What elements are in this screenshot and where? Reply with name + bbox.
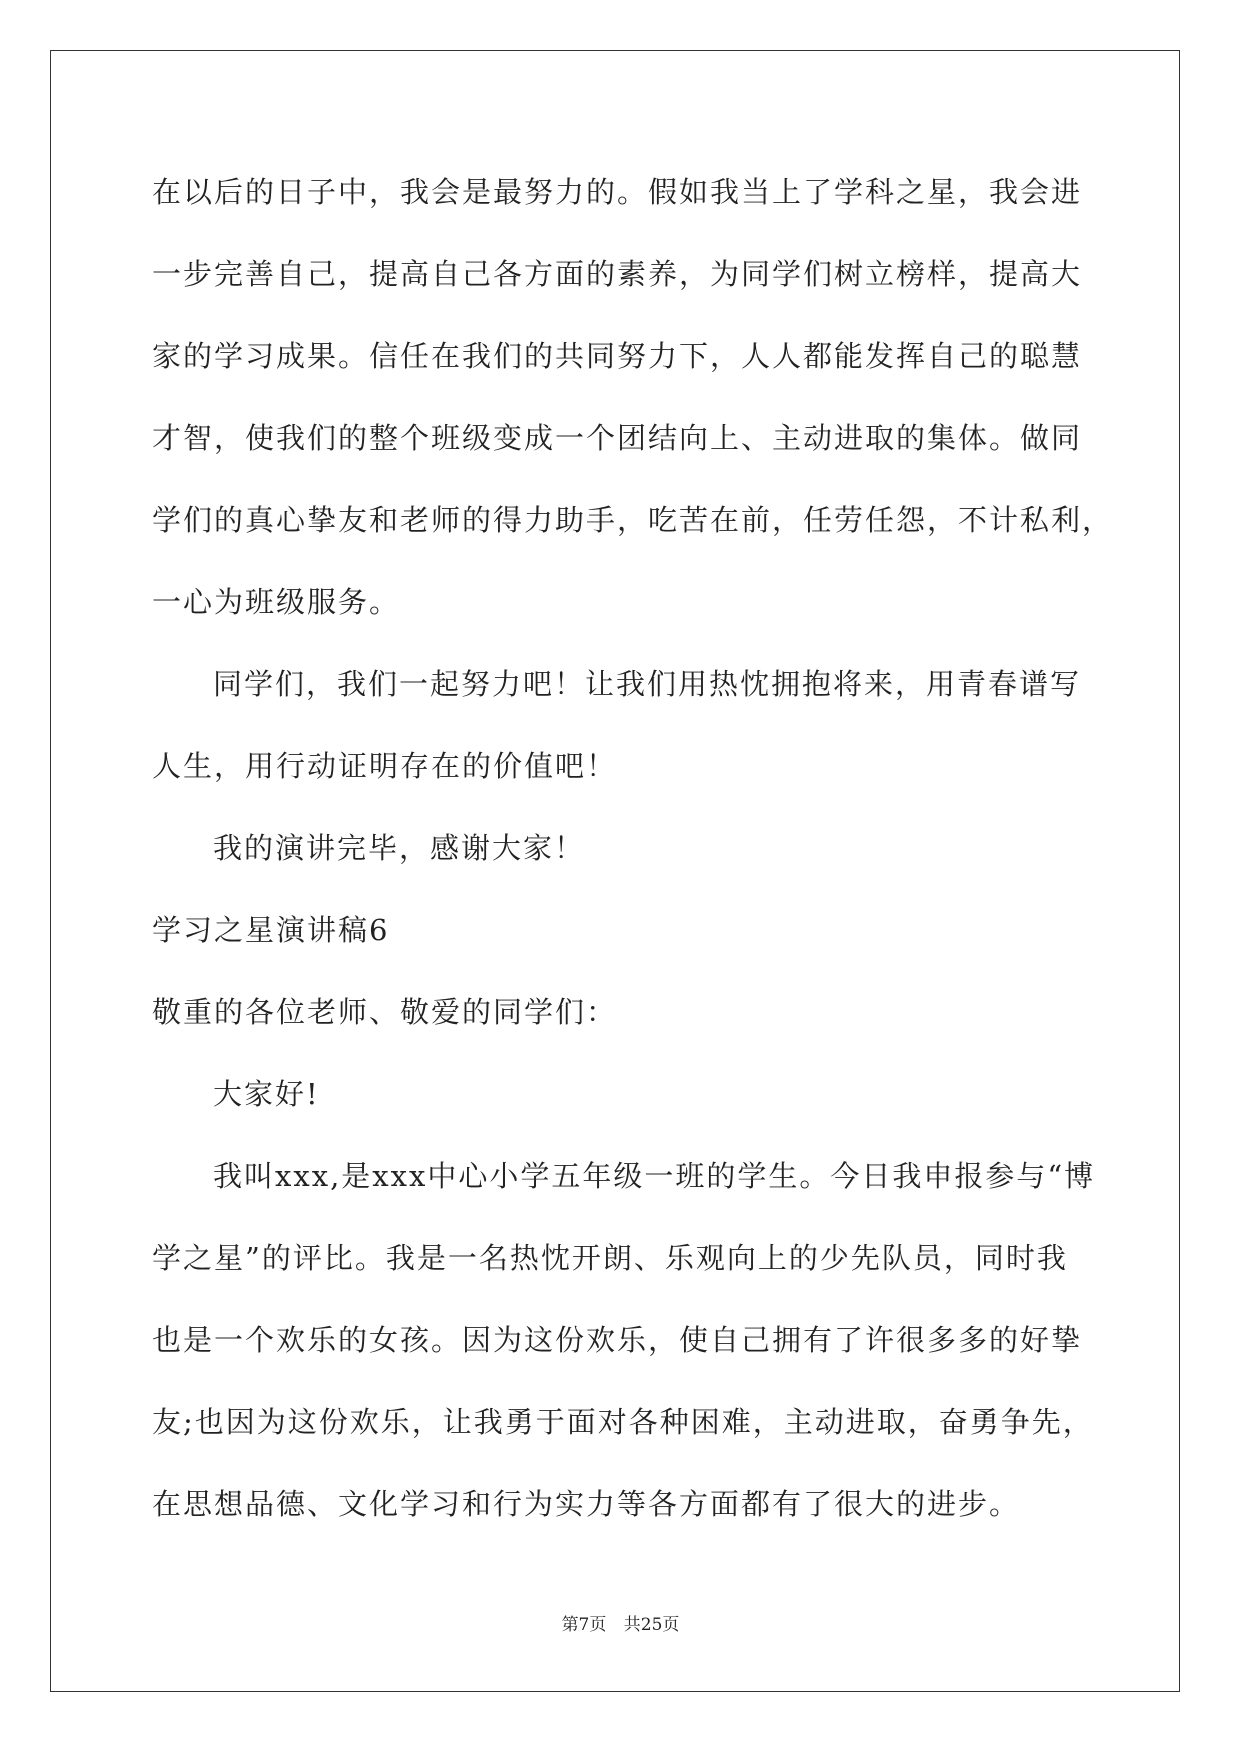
- paragraph-line: 学们的真心挚友和老师的得力助手，吃苦在前，任劳任怨，不计私利，: [152, 503, 1114, 537]
- paragraph-line: 学之星”的评比。我是一名热忱开朗、乐观向上的少先队员，同时我: [152, 1241, 1068, 1275]
- paragraph-line: 友;也因为这份欢乐，让我勇于面对各种困难，主动进取，奋勇争先，: [152, 1405, 1094, 1439]
- paragraph-line: 人生，用行动证明存在的价值吧！: [152, 749, 618, 783]
- page-border: [50, 50, 1180, 1692]
- paragraph-line: 我的演讲完毕，感谢大家！: [213, 831, 586, 865]
- section-heading: 学习之星演讲稿6: [152, 913, 390, 947]
- paragraph-line: 同学们，我们一起努力吧！让我们用热忱拥抱将来，用青春谱写: [213, 667, 1082, 701]
- paragraph-line: 一心为班级服务。: [152, 585, 401, 619]
- page-total: 共25页: [623, 1615, 680, 1635]
- paragraph-line: 也是一个欢乐的女孩。因为这份欢乐，使自己拥有了许很多多的好挚: [152, 1323, 1083, 1357]
- paragraph-line: 我叫xxx,是xxx中心小学五年级一班的学生。今日我申报参与“博: [213, 1159, 1096, 1193]
- greeting: 大家好!: [213, 1077, 320, 1111]
- salutation: 敬重的各位老师、敬爱的同学们：: [152, 995, 618, 1029]
- page-footer: [0, 1610, 1241, 1635]
- paragraph-line: 在思想品德、文化学习和行为实力等各方面都有了很大的进步。: [152, 1487, 1021, 1521]
- paragraph-line: 才智，使我们的整个班级变成一个团结向上、主动进取的集体。做同: [152, 421, 1083, 455]
- page-number: 第7页: [561, 1615, 607, 1635]
- paragraph-line: 一步完善自己，提高自己各方面的素养，为同学们树立榜样，提高大: [152, 257, 1083, 291]
- paragraph-line: 家的学习成果。信任在我们的共同努力下，人人都能发挥自己的聪慧: [152, 339, 1083, 373]
- paragraph-line: 在以后的日子中，我会是最努力的。假如我当上了学科之星，我会进: [152, 175, 1083, 209]
